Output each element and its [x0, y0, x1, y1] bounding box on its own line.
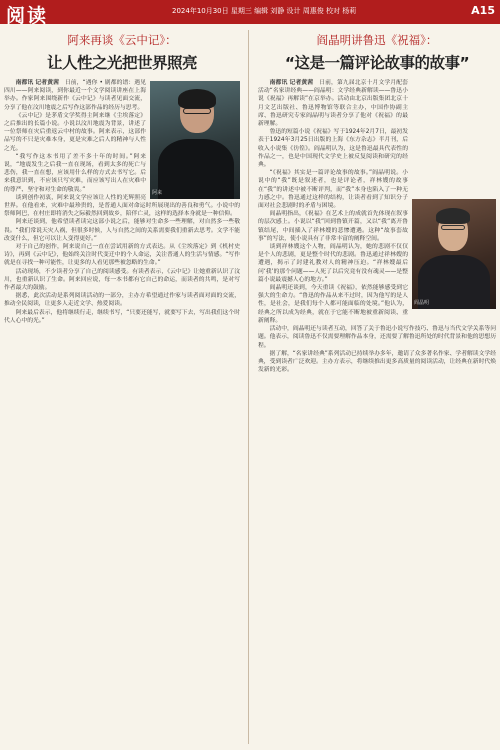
byline: 南都讯 记者黄茜: [269, 80, 314, 86]
paragraph: “《祝福》其实是一篇评论故事的故事。”阎晶明说。小说中的“我”既是叙述者，也是评论者，祥林嫂的故事在“我”的讲述中被不断评判，而“我”本身也陷入了一种无力感之中。鲁迅通过这样的结构，让读者看到了知识分子面对社会悲剧时的矛盾与困境。: [258, 170, 408, 210]
page-header: [0, 0, 500, 27]
paragraph: 谈到创作初衷，阿来说文学应该让人性的光辉照亮世界。在他看来，灾难中最珍贵的，是普通人面对命运时所展现出的善良和勇气。小说中的祭师阿巴，在村庄即将消失之际毅然回到故乡，陪伴亡灵，这样的选择本身就是一种信仰。: [4, 194, 240, 218]
column-divider: [248, 30, 249, 744]
byline: 南都讯 记者黄茜: [15, 80, 59, 86]
article-body: [4, 79, 240, 325]
paragraph: 据悉，此次活动是系列阅读活动的一部分，主办方希望通过作家与读者面对面的交流，推动全民阅读，让更多人走近文学、热爱阅读。: [4, 293, 240, 308]
paragraph: 《云中记》是茅盾文学奖得主阿来继《尘埃落定》之后推出的长篇小说。小说以汶川地震为背景，讲述了一位祭师在灾后重返云中村的故事。阿来表示，这部作品写的不只是灾难本身，更是灾难之后人的精神与人性之光。: [4, 112, 146, 152]
page-number: A15: [471, 4, 495, 17]
paragraph: 谈到祥林嫂这个人物，阎晶明认为，她的悲剧不仅仅是个人的悲剧，更是整个时代的悲剧。鲁迅通过祥林嫂的遭遇，揭示了封建礼教对人的精神压迫。“祥林嫂最后问‘我’的那个问题——人死了以后究竟有没有魂灵——是整篇小说最震撼人心的地方。”: [258, 244, 408, 283]
header-info: 2024年10月30日 星期三 编辑 刘静 设计 周惠俊 校对 杨莉: [172, 7, 357, 15]
paragraph: 活动中，阎晶明还与读者互动，回答了关于鲁迅小说写作技巧、鲁迅与当代文学关系等问题。他表示，阅读鲁迅不仅需要理解作品本身，还需要了解鲁迅所处的时代背景和他的思想历程。: [258, 326, 496, 349]
photo-caption: 阿来: [152, 189, 163, 196]
paragraph: 鲁迅的短篇小说《祝福》写于1924年2月7日，最初发表于1924年3月25日出版的上海《东方杂志》半月刊，后收入小说集《彷徨》。阎晶明认为，这是鲁迅最具代表性的作品之一，也是中国现代文学史上被反复阅读和研究的经典。: [258, 129, 408, 169]
paragraph: 据了解，“名家讲经典”系列活动已持续举办多年，邀请了众多著名作家、学者解读文学经典，受到读者广泛欢迎。主办方表示，将继续推出更多高质量的阅读活动，让经典在新时代焕发新的光彩。: [258, 350, 496, 374]
paragraph: 对于自己的创作，阿来说自己一直在尝试用新的方式表达。从《尘埃落定》到《机村史诗》，再到《云中记》，他始终关注时代变迁中的个人命运，关注普通人的生活与情感。“写作就是在寻找一种可能性，让更多的人看见那些被忽略的生命。”: [4, 244, 240, 267]
article-right: [258, 30, 496, 744]
paragraph: 活动现场，不少读者分享了自己的阅读感受。有读者表示，《云中记》让她重新认识了汶川，也重新认识了生命。阿来回应说，每一本书都有它自己的命运，而读者的共鸣，是对写作者最大的鼓励。: [4, 268, 240, 292]
paragraph: 阿来最后表示，他将继续行走，继续书写，“只要还能写，就要写下去，写出我们这个时代人心中的光。”: [4, 309, 240, 324]
paragraph: 日前，“遇你 • 剧都的谱：遇见四川——阿来阅读，到你最近一个文学阅读讲座在上海举办。作家阿来围绕新作《云中记》与读者见面交流，分享了他在汶川地震之后写作这部作品的经历与思考。: [4, 80, 146, 111]
article-title: “这是一篇评论故事的故事”: [284, 54, 470, 72]
article-subtitle: 阎晶明讲鲁迅《祝福》：: [316, 33, 438, 47]
paragraph: 阎晶明还谈到，今天重读《祝福》，依然能够感受到它强大的生命力。“鲁迅的作品从来不过时，因为他写的是人性，是社会，是我们每个人都可能面临的处境。”他认为，经典之所以成为经典，就在于它能不断地被重新阅读、重新阐释。: [258, 285, 408, 324]
article-title: 让人性之光把世界照亮: [46, 54, 197, 72]
author-photo: [412, 199, 496, 309]
section-title: 阅读: [6, 5, 49, 27]
author-photo: [150, 81, 240, 199]
paragraph: 阎晶明指出，《祝福》在艺术上的成就首先体现在叙事的层次感上。小说以“我”回到鲁镇开篇，又以“我”离开鲁镇结尾，中间插入了祥林嫂的悲惨遭遇。这种“故事套故事”的写法，使小说具有了非常丰富的阐释空间。: [258, 211, 408, 242]
article-left: [4, 30, 240, 744]
article-subtitle: 阿来再谈《云中记》：: [67, 33, 177, 47]
paragraph: “我写作这本书用了差不多十年的时间。”阿来说，“地震发生之后我一直在现场，看到太多的死亡与悲伤，我一直在想，应该用什么样的方式去书写它。后来我意识到，不应该只写灾难，而应该写出人在灾难中的尊严、坚守和对生命的敬畏。”: [4, 153, 146, 193]
article-body: [258, 79, 496, 374]
paragraph: 阿来还谈到，他希望读者读完这部小说之后，能够对生命多一些理解，对自然多一些敬畏。“我们常说天灾人祸，但很多时候，人与自然之间的关系需要我们重新去思考。文学不能改变什么，但它可以让人变得更好。”: [4, 219, 240, 242]
paragraph: 日前，第九届北京十月文学月配套活动“名家讲经典——阎晶明：文学经典新解读——鲁迅小说《祝福》再解读”在京举办。活动由北京出版集团北京十月文艺出版社、鲁迅博物馆等联合主办，中国作协副主席、鲁迅研究专家阎晶明与读者分享了他对《祝福》的最新理解。: [258, 80, 408, 128]
photo-caption: 阎晶明: [414, 299, 430, 306]
